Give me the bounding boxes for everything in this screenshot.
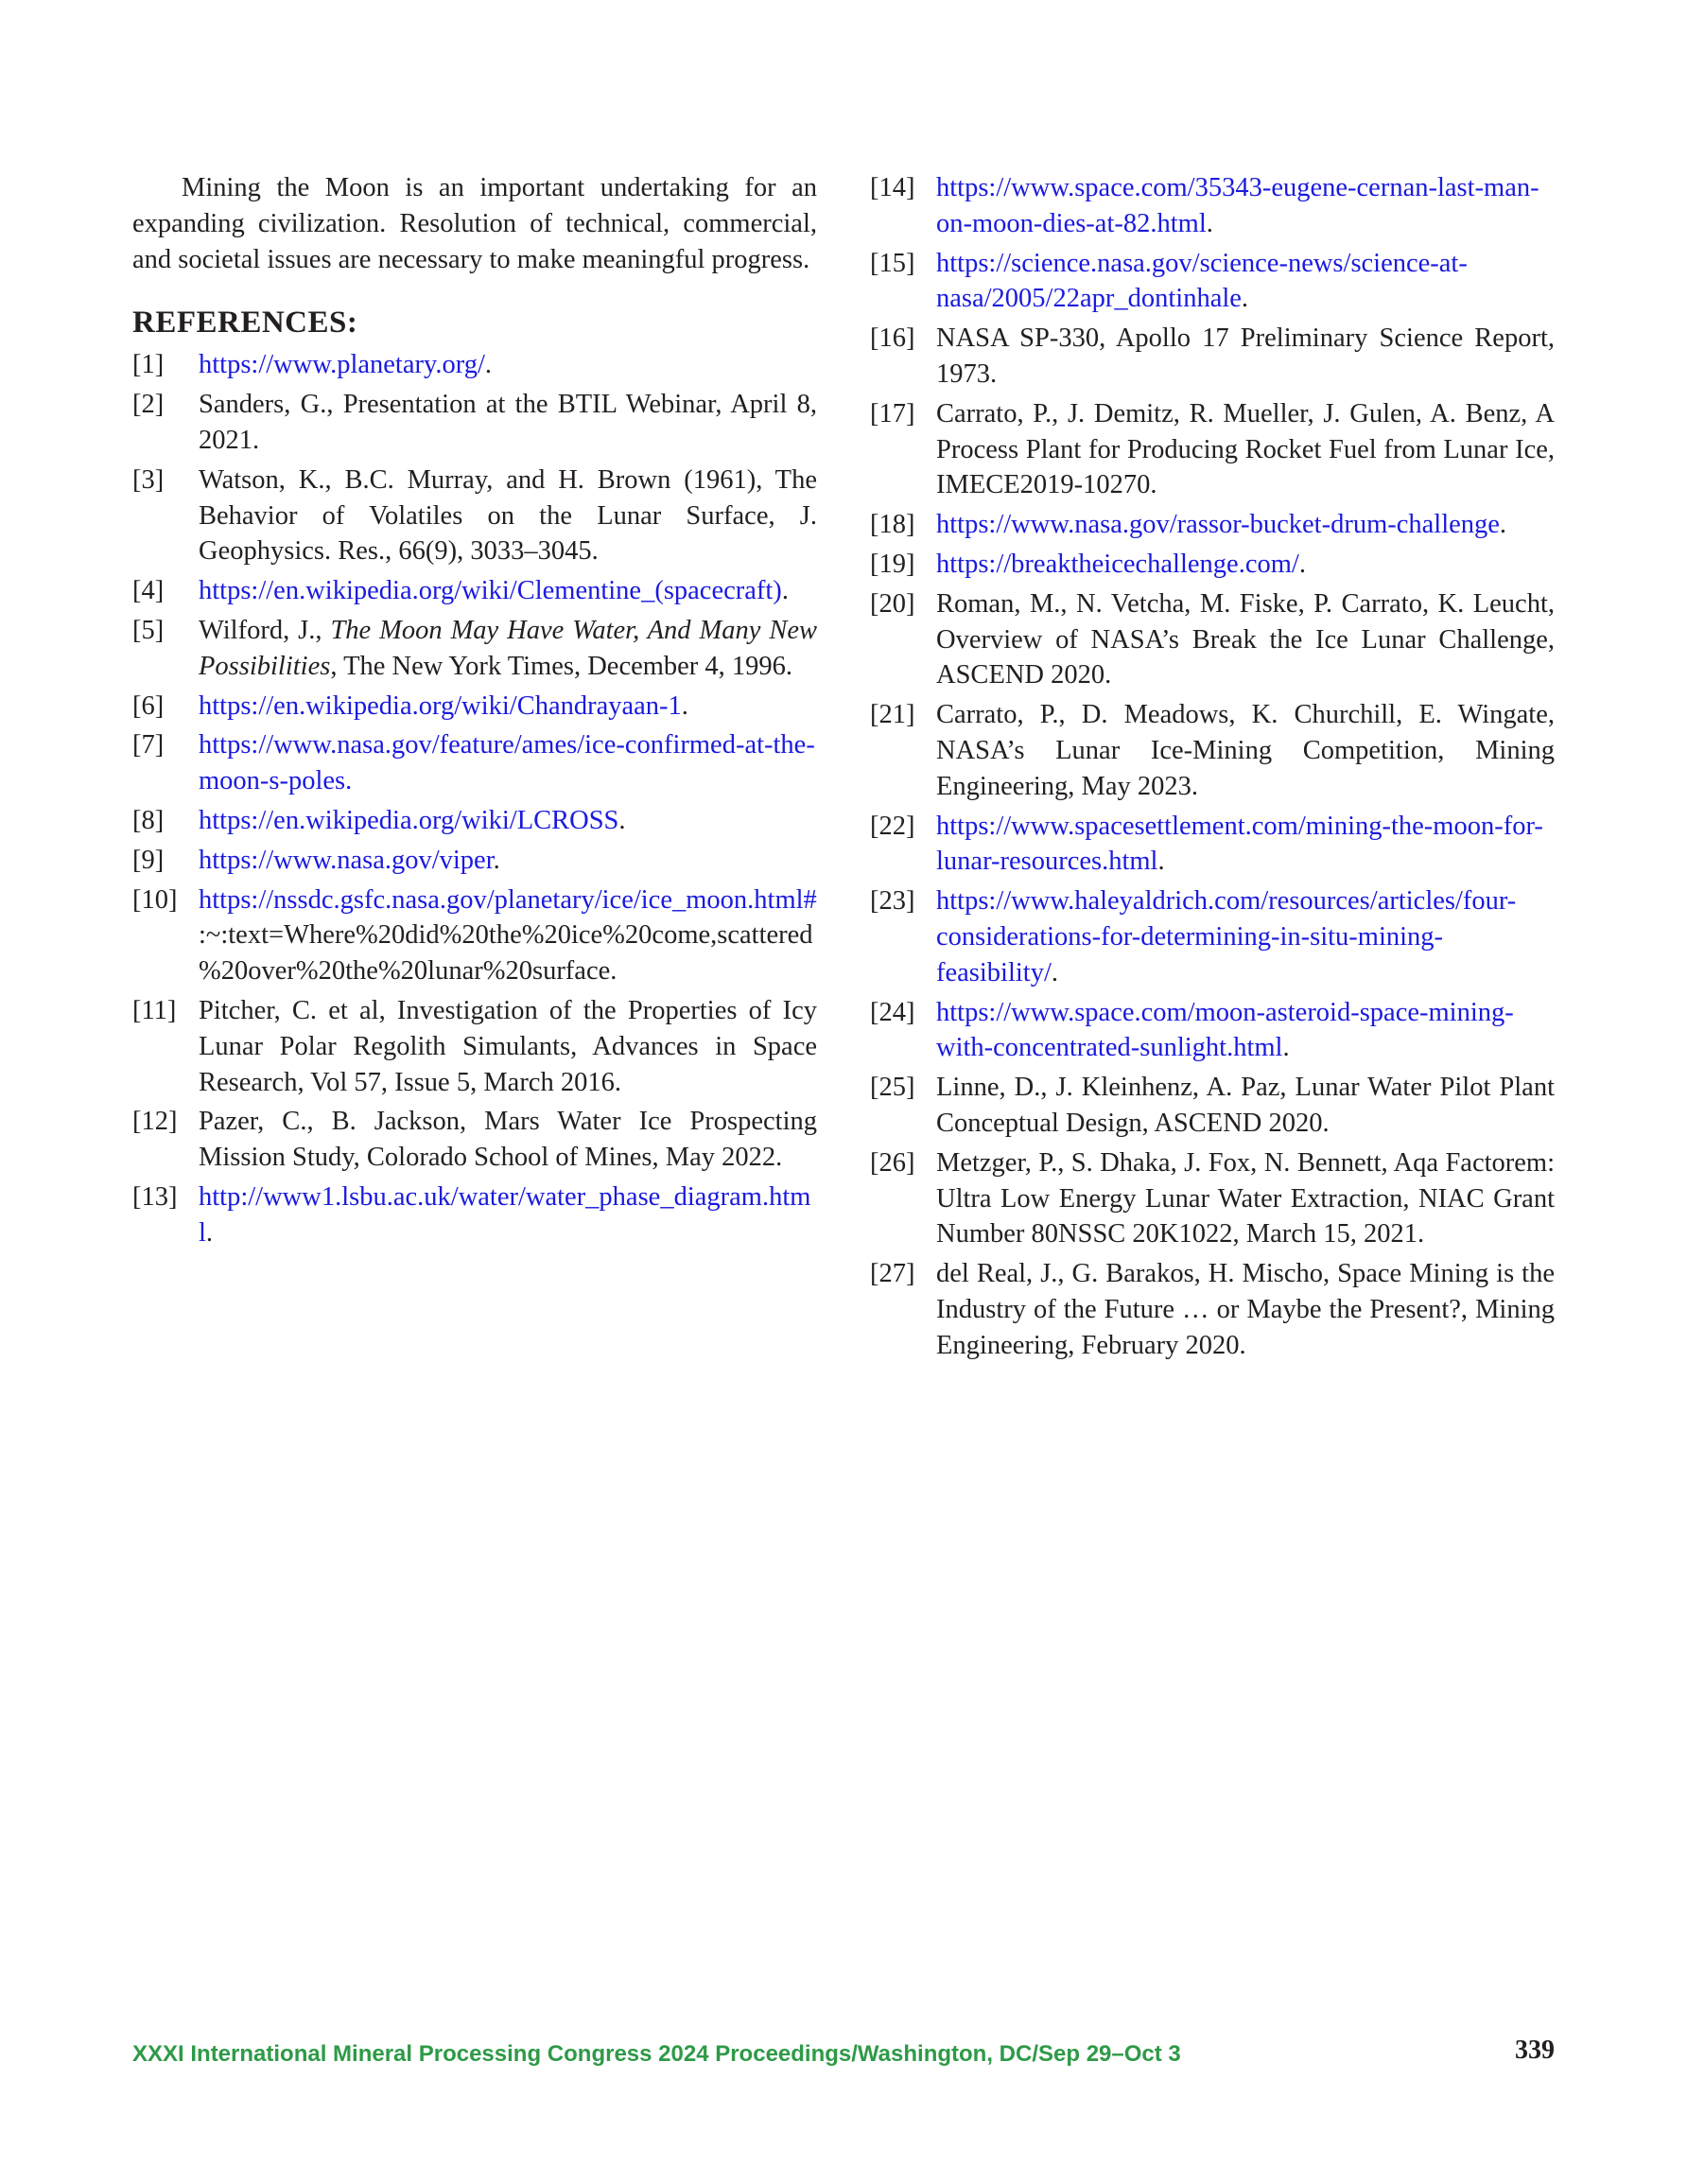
- reference-link[interactable]: https://en.wikipedia.org/wiki/Chandrayaan-1: [199, 690, 682, 721]
- reference-23: [870, 883, 1555, 990]
- reference-27: [870, 1256, 1555, 1363]
- reference-link[interactable]: https://www.haleyaldrich.com/resources/articles/four-considerations-for-determining-in-situ-mining-feasibility/: [936, 886, 1517, 987]
- reference-6: [132, 689, 817, 725]
- reference-13: [132, 1179, 817, 1251]
- reference-body: https://nssdc.gsfc.nasa.gov/planetary/ice/ice_moon.html#:~:text=Where%20did%20the%20ice%20come,scattered%20over%20the%20lunar%20surface.: [199, 884, 817, 987]
- reference-number: [21]: [870, 700, 915, 730]
- reference-number: [12]: [132, 1107, 178, 1137]
- reference-body: https://www.spacesettlement.com/mining-the-moon-for-lunar-resources.html.: [936, 811, 1543, 877]
- reference-21: [870, 697, 1555, 804]
- reference-link[interactable]: https://science.nasa.gov/science-news/science-at-nasa/2005/22apr_dontinhale: [936, 248, 1468, 314]
- reference-7: [132, 727, 817, 799]
- reference-body: https://www.nasa.gov/viper.: [199, 845, 500, 875]
- reference-number: [4]: [132, 576, 165, 606]
- reference-body: https://www.space.com/moon-asteroid-space-mining-with-concentrated-sunlight.html.: [936, 997, 1514, 1063]
- reference-24: [870, 995, 1555, 1067]
- reference-body: http://www1.lsbu.ac.uk/water/water_phase_diagram.html.: [199, 1181, 811, 1248]
- reference-text: Roman, M., N. Vetcha, M. Fiske, P. Carrato, K. Leucht, Overview of NASA’s Break the Ice Lunar Challenge, ASCEND 2020.: [936, 588, 1555, 690]
- reference-body: https://www.space.com/35343-eugene-cernan-last-man-on-moon-dies-at-82.html.: [936, 173, 1539, 238]
- reference-body: Wilford, J., The Moon May Have Water, And Many New Possibilities, The New York Times, December 4, 1996.: [199, 615, 818, 681]
- reference-number: [22]: [870, 811, 915, 841]
- reference-link[interactable]: https://nssdc.gsfc.nasa.gov/planetary/ice/ice_moon.html#: [199, 884, 817, 915]
- reference-text: Carrato, P., J. Demitz, R. Mueller, J. Gulen, A. Benz, A Process Plant for Producing Rocket Fuel from Lunar Ice, IMECE2019-10270.: [936, 398, 1555, 500]
- right-column: [870, 170, 1555, 1364]
- reference-20: [870, 586, 1555, 693]
- reference-number: [8]: [132, 805, 165, 835]
- reference-number: [7]: [132, 730, 165, 760]
- reference-18: [870, 507, 1555, 543]
- reference-26: [870, 1145, 1555, 1252]
- reference-2: [132, 387, 817, 459]
- reference-number: [9]: [132, 845, 165, 875]
- reference-25: [870, 1070, 1555, 1142]
- page-number: 339: [1515, 2035, 1555, 2065]
- reference-number: [24]: [870, 997, 915, 1027]
- reference-link[interactable]: https://www.nasa.gov/rassor-bucket-drum-challenge: [936, 510, 1500, 540]
- reference-link[interactable]: https://www.space.com/moon-asteroid-space-mining-with-concentrated-sunlight.html: [936, 997, 1514, 1063]
- reference-number: [16]: [870, 323, 915, 354]
- reference-link[interactable]: https://www.nasa.gov/viper: [199, 845, 494, 875]
- reference-19: [870, 547, 1555, 583]
- reference-body: https://www.nasa.gov/rassor-bucket-drum-challenge.: [936, 510, 1507, 540]
- reference-number: [1]: [132, 350, 165, 380]
- reference-5: [132, 613, 817, 685]
- reference-number: [25]: [870, 1073, 915, 1103]
- reference-9: [132, 843, 817, 879]
- reference-link[interactable]: https://www.space.com/35343-eugene-cernan-last-man-on-moon-dies-at-82.html: [936, 173, 1539, 238]
- reference-text: del Real, J., G. Barakos, H. Mischo, Space Mining is the Industry of the Future … or Maybe the Present?, Mining Engineering, February 2020.: [936, 1259, 1555, 1360]
- reference-number: [3]: [132, 464, 165, 495]
- reference-link[interactable]: https://www.spacesettlement.com/mining-the-moon-for-lunar-resources.html: [936, 811, 1543, 877]
- reference-link[interactable]: https://breaktheicechallenge.com/: [936, 549, 1299, 579]
- reference-text: Sanders, G., Presentation at the BTIL Webinar, April 8, 2021.: [199, 390, 817, 455]
- references-heading: REFERENCES:: [132, 306, 358, 341]
- reference-body: https://breaktheicechallenge.com/.: [936, 549, 1306, 579]
- reference-body: https://en.wikipedia.org/wiki/LCROSS.: [199, 805, 626, 835]
- reference-link[interactable]: https://www.nasa.gov/feature/ames/ice-confirmed-at-the-moon-s-poles.: [199, 730, 815, 796]
- intro-paragraph: Mining the Moon is an important undertaking for an expanding civilization. Resolution of technical, commercial, and societal issues are necessary to make meaningful progress.: [132, 173, 817, 274]
- reference-text: Linne, D., J. Kleinhenz, A. Paz, Lunar Water Pilot Plant Conceptual Design, ASCEND 2020.: [936, 1073, 1555, 1138]
- reference-number: [5]: [132, 615, 165, 645]
- reference-number: [15]: [870, 248, 915, 278]
- reference-number: [20]: [870, 588, 915, 619]
- reference-body: https://science.nasa.gov/science-news/science-at-nasa/2005/22apr_dontinhale.: [936, 248, 1468, 314]
- reference-12: [132, 1104, 817, 1176]
- reference-15: [870, 246, 1555, 318]
- reference-body: https://www.haleyaldrich.com/resources/articles/four-considerations-for-determining-in-situ-mining-feasibility/.: [936, 886, 1517, 987]
- left-column: [132, 170, 817, 1251]
- reference-link[interactable]: https://en.wikipedia.org/wiki/LCROSS: [199, 805, 619, 835]
- reference-number: [17]: [870, 398, 915, 428]
- reference-number: [10]: [132, 884, 178, 915]
- reference-body: https://en.wikipedia.org/wiki/Chandrayaan-1.: [199, 690, 688, 721]
- reference-link[interactable]: http://www1.lsbu.ac.uk/water/water_phase_diagram.html: [199, 1181, 811, 1248]
- reference-text: Pazer, C., B. Jackson, Mars Water Ice Prospecting Mission Study, Colorado School of Mines, May 2022.: [199, 1107, 817, 1173]
- reference-text: Metzger, P., S. Dhaka, J. Fox, N. Bennett, Aqa Factorem: Ultra Low Energy Lunar Water Extraction, NIAC Grant Number 80NSSC 20K1022, March 15, 2021.: [936, 1147, 1555, 1249]
- reference-22: [870, 809, 1555, 881]
- page-footer: [132, 2035, 1555, 2073]
- reference-4: [132, 573, 817, 609]
- conference-title: XXXI International Mineral Processing Congress 2024 Proceedings/Washington, DC/Sep 29–Oct 3: [132, 2041, 1181, 2067]
- reference-number: [13]: [132, 1181, 178, 1212]
- reference-14: [870, 170, 1555, 242]
- reference-text: Watson, K., B.C. Murray, and H. Brown (1961), The Behavior of Volatiles on the Lunar Surface, J. Geophysics. Res., 66(9), 3033–3045.: [199, 464, 817, 567]
- reference-3: [132, 463, 817, 569]
- reference-body: https://www.planetary.org/.: [199, 350, 493, 380]
- reference-8: [132, 803, 817, 839]
- reference-number: [18]: [870, 510, 915, 540]
- reference-number: [27]: [870, 1259, 915, 1289]
- reference-1: [132, 347, 817, 383]
- reference-number: [23]: [870, 886, 915, 917]
- reference-number: [2]: [132, 390, 165, 420]
- reference-body: [199, 727, 817, 799]
- reference-link[interactable]: https://www.planetary.org/: [199, 350, 485, 380]
- reference-text: NASA SP-330, Apollo 17 Preliminary Science Report, 1973.: [936, 323, 1555, 389]
- reference-10: [132, 882, 817, 989]
- reference-text: Carrato, P., D. Meadows, K. Churchill, E. Wingate, NASA’s Lunar Ice-Mining Competition, Mining Engineering, May 2023.: [936, 700, 1555, 801]
- reference-11: [132, 993, 817, 1100]
- reference-number: [14]: [870, 173, 915, 202]
- reference-17: [870, 396, 1555, 503]
- reference-link[interactable]: https://en.wikipedia.org/wiki/Clementine_(spacecraft): [199, 576, 782, 606]
- reference-number: [11]: [132, 995, 177, 1025]
- reference-16: [870, 321, 1555, 393]
- reference-text: Pitcher, C. et al, Investigation of the Properties of Icy Lunar Polar Regolith Simulants, Advances in Space Research, Vol 57, Issue 5, March 2016.: [199, 995, 817, 1097]
- reference-body: https://en.wikipedia.org/wiki/Clementine_(spacecraft).: [199, 576, 789, 606]
- reference-number: [6]: [132, 690, 165, 721]
- article-title: The Moon May Have Water, And Many New Possibilities: [199, 615, 818, 681]
- reference-number: [19]: [870, 549, 915, 579]
- reference-number: [26]: [870, 1147, 915, 1178]
